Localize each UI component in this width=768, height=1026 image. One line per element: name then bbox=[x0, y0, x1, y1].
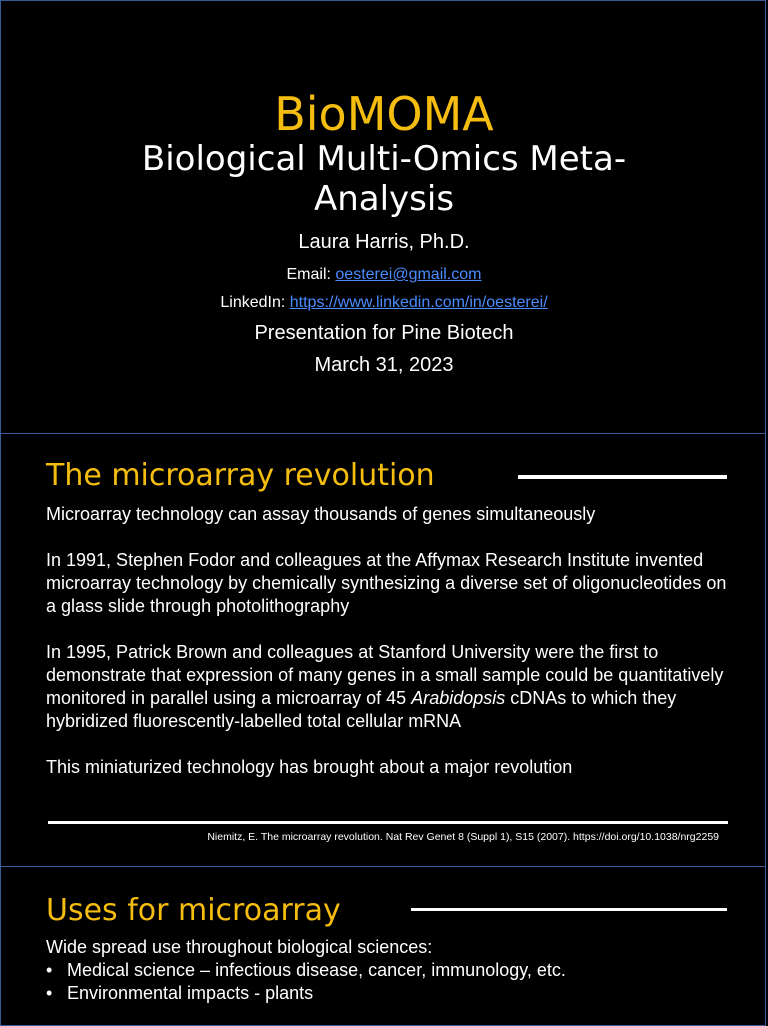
slide-body bbox=[46, 503, 736, 802]
slide-uses-microarray bbox=[0, 866, 766, 1026]
list-item: • Medical science – infectious disease, cancer, immunology, etc. bbox=[46, 959, 736, 982]
presentation-title: BioMOMA bbox=[274, 87, 494, 141]
slide-title bbox=[0, 0, 766, 434]
intro-text: Wide spread use throughout biological sciences: bbox=[46, 937, 433, 957]
paragraph-3-text-end: cDNAs to which they hybridized fluorescently-labelled total cellular mRNA bbox=[46, 688, 677, 731]
presentation-date: March 31, 2023 bbox=[314, 354, 454, 376]
citation: Niemitz, E. The microarray revolution. Nat Rev Genet 8 (Suppl 1), S15 (2007). https://doi.org/10.1038/nrg2259 bbox=[207, 831, 719, 843]
bullet-list bbox=[46, 959, 736, 1005]
paragraph-3-italic: Arabidopsis bbox=[411, 688, 506, 708]
paragraph-3 bbox=[46, 641, 736, 733]
slide-heading: The microarray revolution bbox=[46, 458, 435, 493]
paragraph-2: In 1991, Stephen Fodor and colleagues at the Affymax Research Institute invented microarray technology by chemically synthesizing a diverse set of oligonucleotides on a glass slide through photolithography bbox=[46, 550, 727, 616]
list-item: • Environmental impacts - plants bbox=[46, 982, 736, 1005]
subtitle-line-1: Biological Multi-Omics Meta- bbox=[141, 139, 627, 179]
subtitle-line-2: Analysis bbox=[313, 179, 455, 219]
heading-rule bbox=[411, 908, 727, 911]
presentation-subtitle bbox=[1, 139, 767, 219]
citation-rule bbox=[48, 821, 728, 824]
linkedin-label: LinkedIn: bbox=[220, 294, 290, 311]
email-line bbox=[1, 266, 767, 284]
author-name: Laura Harris, Ph.D. bbox=[298, 231, 470, 253]
paragraph-4: This miniaturized technology has brought about a major revolution bbox=[46, 757, 573, 777]
paragraph-3-text: In 1995, Patrick Brown and colleagues at Stanford University were the first to demonstrate that expression of many genes in a small sample could be quantitatively monitored in parallel using a microarray of 45 bbox=[46, 642, 724, 708]
paragraph-1: Microarray technology can assay thousands of genes simultaneously bbox=[46, 504, 596, 524]
heading-rule bbox=[518, 475, 727, 479]
slide-microarray-revolution bbox=[0, 433, 766, 867]
slide-heading: Uses for microarray bbox=[46, 893, 341, 928]
slide-body bbox=[46, 936, 736, 1005]
email-label: Email: bbox=[286, 266, 336, 283]
presentation-for: Presentation for Pine Biotech bbox=[254, 322, 514, 344]
email-link[interactable]: oesterei@gmail.com bbox=[335, 266, 482, 283]
linkedin-line bbox=[1, 294, 767, 312]
linkedin-link[interactable]: https://www.linkedin.com/in/oesterei/ bbox=[289, 294, 548, 311]
